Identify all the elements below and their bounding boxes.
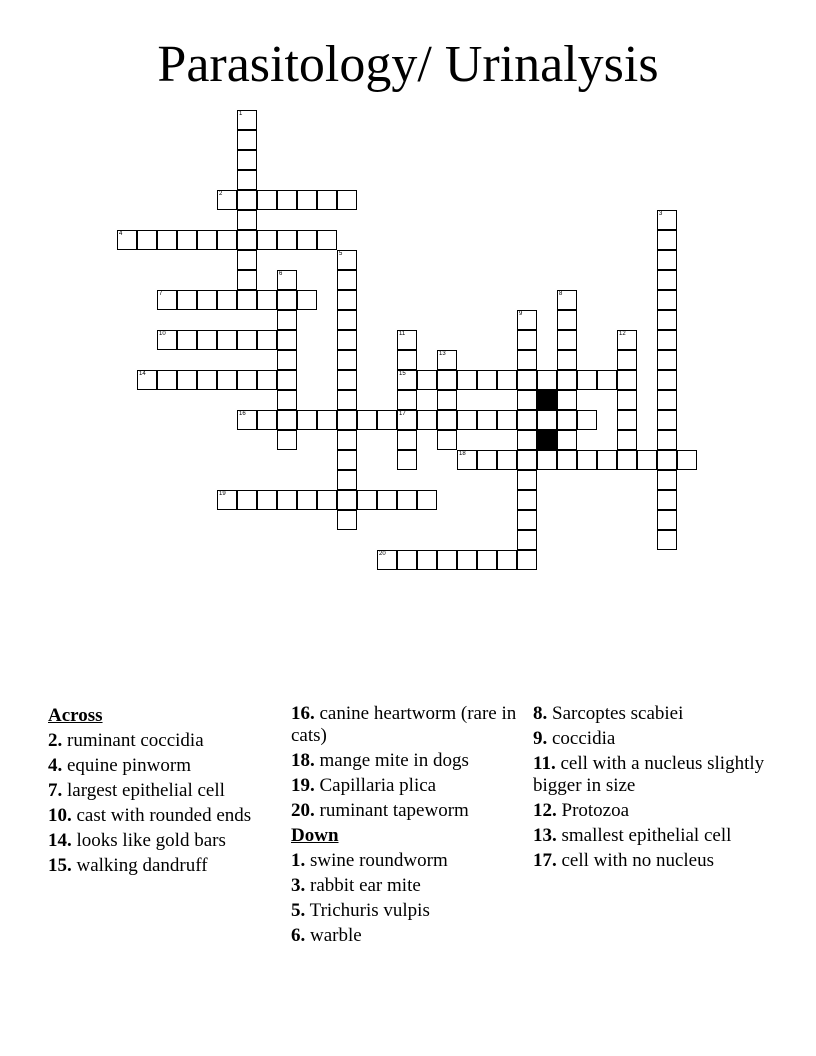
- clue-item: [291, 925, 523, 947]
- grid-cell[interactable]: [657, 490, 677, 510]
- grid-cell[interactable]: [317, 490, 337, 510]
- grid-cell[interactable]: [617, 350, 637, 370]
- grid-cell[interactable]: [557, 290, 577, 310]
- clue-number: 10.: [48, 805, 72, 826]
- grid-cell[interactable]: [657, 430, 677, 450]
- clue-number: 15.: [48, 855, 72, 876]
- grid-cell[interactable]: [237, 230, 257, 250]
- grid-cell[interactable]: [517, 530, 537, 550]
- grid-cell[interactable]: [277, 430, 297, 450]
- grid-cell[interactable]: [397, 450, 417, 470]
- clue-item: [48, 780, 280, 802]
- clues-column-1: [48, 703, 280, 880]
- grid-cell[interactable]: [337, 410, 357, 430]
- grid-cell[interactable]: [537, 450, 557, 470]
- grid-cell[interactable]: [277, 350, 297, 370]
- grid-cell[interactable]: [397, 410, 417, 430]
- grid-cell[interactable]: [517, 370, 537, 390]
- grid-cell[interactable]: [337, 450, 357, 470]
- grid-cell[interactable]: [217, 330, 237, 350]
- clue-text: Protozoa: [556, 800, 630, 821]
- grid-cell[interactable]: [177, 330, 197, 350]
- clue-number-label: 9: [519, 311, 523, 317]
- clue-number-label: 12: [619, 331, 626, 337]
- clue-item: [533, 800, 765, 822]
- grid-cell[interactable]: [297, 230, 317, 250]
- clue-item: [291, 750, 523, 772]
- grid-cell[interactable]: [657, 370, 677, 390]
- clue-item: [533, 703, 765, 725]
- clue-number-label: 17: [399, 411, 406, 417]
- grid-cell[interactable]: [397, 550, 417, 570]
- grid-cell[interactable]: [657, 250, 677, 270]
- grid-cell[interactable]: [497, 370, 517, 390]
- grid-cell[interactable]: [437, 550, 457, 570]
- grid-cell[interactable]: [517, 410, 537, 430]
- grid-cell[interactable]: [657, 510, 677, 530]
- clue-number-label: 8: [559, 291, 563, 297]
- grid-cell[interactable]: [657, 310, 677, 330]
- clue-text: cell with no nucleus: [556, 850, 714, 871]
- grid-cell[interactable]: [557, 450, 577, 470]
- clue-number-label: 11: [399, 331, 406, 337]
- grid-cell[interactable]: [657, 530, 677, 550]
- grid-cell[interactable]: [437, 430, 457, 450]
- grid-cell[interactable]: [497, 450, 517, 470]
- grid-cell[interactable]: [657, 450, 677, 470]
- clue-text: warble: [305, 925, 362, 946]
- grid-cell[interactable]: [557, 430, 577, 450]
- grid-cell[interactable]: [297, 290, 317, 310]
- grid-cell[interactable]: [457, 370, 477, 390]
- grid-cell[interactable]: [237, 330, 257, 350]
- across-header: Across: [48, 705, 103, 726]
- grid-cell[interactable]: [277, 310, 297, 330]
- clue-text: rabbit ear mite: [305, 875, 421, 896]
- clue-text: ruminant coccidia: [62, 730, 204, 751]
- grid-cell[interactable]: [597, 450, 617, 470]
- grid-cell[interactable]: [177, 370, 197, 390]
- grid-cell[interactable]: [177, 290, 197, 310]
- clues-column-3: [533, 703, 765, 875]
- clue-text: Sarcoptes scabiei: [547, 703, 684, 724]
- grid-cell[interactable]: [317, 410, 337, 430]
- grid-cell[interactable]: [277, 270, 297, 290]
- clue-number-label: 14: [139, 371, 146, 377]
- clue-text: mange mite in dogs: [314, 750, 469, 771]
- clue-number: 13.: [533, 825, 557, 846]
- grid-cell[interactable]: [197, 370, 217, 390]
- grid-cell[interactable]: [337, 190, 357, 210]
- grid-cell[interactable]: [197, 290, 217, 310]
- clue-item: [291, 800, 523, 822]
- grid-cell[interactable]: [277, 290, 297, 310]
- grid-cell[interactable]: [457, 450, 477, 470]
- grid-cell[interactable]: [517, 310, 537, 330]
- down-clue-list-continued: [533, 703, 765, 872]
- grid-cell[interactable]: [257, 290, 277, 310]
- grid-cell[interactable]: [617, 430, 637, 450]
- clue-item: [291, 703, 523, 747]
- grid-cell[interactable]: [557, 390, 577, 410]
- grid-cell[interactable]: [277, 490, 297, 510]
- clue-item: [291, 775, 523, 797]
- down-clue-list: [291, 850, 523, 947]
- grid-cell[interactable]: [417, 370, 437, 390]
- clues-column-2: [291, 703, 523, 950]
- grid-cell[interactable]: [217, 370, 237, 390]
- grid-cell[interactable]: [217, 490, 237, 510]
- clue-number: 18.: [291, 750, 315, 771]
- grid-cell[interactable]: [657, 410, 677, 430]
- grid-cell[interactable]: [617, 450, 637, 470]
- grid-cell[interactable]: [137, 370, 157, 390]
- grid-cell[interactable]: [657, 470, 677, 490]
- grid-cell[interactable]: [257, 190, 277, 210]
- clue-number-label: 1: [239, 111, 243, 117]
- grid-cell[interactable]: [557, 370, 577, 390]
- grid-cell[interactable]: [337, 250, 357, 270]
- clue-text: smallest epithelial cell: [556, 825, 732, 846]
- grid-cell[interactable]: [277, 230, 297, 250]
- grid-cell[interactable]: [397, 430, 417, 450]
- grid-cell[interactable]: [237, 250, 257, 270]
- clue-number: 19.: [291, 775, 315, 796]
- grid-cell[interactable]: [217, 230, 237, 250]
- clue-number: 3.: [291, 875, 306, 896]
- grid-cell[interactable]: [597, 370, 617, 390]
- grid-cell[interactable]: [517, 450, 537, 470]
- grid-cell[interactable]: [517, 490, 537, 510]
- grid-cell[interactable]: [357, 410, 377, 430]
- clue-number-label: 13: [439, 351, 446, 357]
- grid-cell[interactable]: [317, 190, 337, 210]
- clue-text: cast with rounded ends: [71, 805, 252, 826]
- grid-cell[interactable]: [277, 190, 297, 210]
- grid-cell[interactable]: [257, 490, 277, 510]
- grid-cell[interactable]: [217, 190, 237, 210]
- grid-cell[interactable]: [337, 390, 357, 410]
- grid-cell[interactable]: [477, 370, 497, 390]
- grid-cell[interactable]: [157, 330, 177, 350]
- clue-text: looks like gold bars: [71, 830, 226, 851]
- grid-cell[interactable]: [417, 490, 437, 510]
- clue-text: coccidia: [547, 728, 616, 749]
- clue-number: 11.: [533, 753, 556, 774]
- grid-cell[interactable]: [617, 390, 637, 410]
- clue-number: 2.: [48, 730, 63, 751]
- grid-cell[interactable]: [657, 210, 677, 230]
- grid-cell[interactable]: [337, 330, 357, 350]
- grid-cell[interactable]: [257, 370, 277, 390]
- grid-cell[interactable]: [377, 410, 397, 430]
- grid-cell[interactable]: [577, 410, 597, 430]
- clue-number-label: 20: [379, 551, 386, 557]
- grid-cell[interactable]: [557, 310, 577, 330]
- clue-item: [48, 855, 280, 877]
- across-clue-list: [48, 730, 280, 877]
- grid-block: [537, 390, 557, 410]
- grid-cell[interactable]: [457, 550, 477, 570]
- clue-item: [533, 850, 765, 872]
- grid-cell[interactable]: [657, 230, 677, 250]
- grid-cell[interactable]: [277, 390, 297, 410]
- grid-cell[interactable]: [517, 470, 537, 490]
- grid-cell[interactable]: [397, 490, 417, 510]
- clue-number: 4.: [48, 755, 63, 776]
- grid-cell[interactable]: [477, 410, 497, 430]
- grid-cell[interactable]: [337, 490, 357, 510]
- grid-cell[interactable]: [337, 470, 357, 490]
- clue-number-label: 16: [239, 411, 246, 417]
- grid-cell[interactable]: [277, 330, 297, 350]
- clue-text: cell with a nucleus slightly bigger in size: [533, 753, 765, 796]
- grid-cell[interactable]: [517, 510, 537, 530]
- grid-cell[interactable]: [657, 390, 677, 410]
- clue-text: canine heartworm (rare in cats): [291, 703, 517, 746]
- grid-cell[interactable]: [257, 330, 277, 350]
- clue-item: [48, 755, 280, 777]
- grid-cell[interactable]: [437, 370, 457, 390]
- grid-cell[interactable]: [337, 370, 357, 390]
- grid-cell[interactable]: [277, 410, 297, 430]
- clue-item: [48, 730, 280, 752]
- grid-cell[interactable]: [237, 270, 257, 290]
- clue-number: 5.: [291, 900, 306, 921]
- clue-number: 9.: [533, 728, 548, 749]
- grid-cell[interactable]: [237, 490, 257, 510]
- grid-cell[interactable]: [237, 410, 257, 430]
- grid-cell[interactable]: [397, 370, 417, 390]
- grid-cell[interactable]: [237, 130, 257, 150]
- grid-cell[interactable]: [497, 550, 517, 570]
- grid-cell[interactable]: [337, 290, 357, 310]
- clue-number: 17.: [533, 850, 557, 871]
- grid-cell[interactable]: [237, 370, 257, 390]
- clue-item: [48, 805, 280, 827]
- grid-cell[interactable]: [577, 370, 597, 390]
- down-header: Down: [291, 825, 339, 846]
- clue-number: 7.: [48, 780, 63, 801]
- clue-text: walking dandruff: [71, 855, 208, 876]
- grid-cell[interactable]: [157, 230, 177, 250]
- grid-cell[interactable]: [397, 350, 417, 370]
- grid-cell[interactable]: [617, 370, 637, 390]
- clue-item: [533, 825, 765, 847]
- clue-number: 8.: [533, 703, 548, 724]
- grid-cell[interactable]: [397, 390, 417, 410]
- clue-text: ruminant tapeworm: [314, 800, 469, 821]
- grid-cell[interactable]: [457, 410, 477, 430]
- grid-cell[interactable]: [557, 410, 577, 430]
- grid-cell[interactable]: [557, 350, 577, 370]
- grid-cell[interactable]: [497, 410, 517, 430]
- clue-item: [291, 850, 523, 872]
- grid-cell[interactable]: [417, 550, 437, 570]
- grid-cell[interactable]: [517, 350, 537, 370]
- clue-item: [291, 900, 523, 922]
- grid-cell[interactable]: [657, 270, 677, 290]
- clue-number: 16.: [291, 703, 315, 724]
- clue-number: 14.: [48, 830, 72, 851]
- grid-cell[interactable]: [297, 190, 317, 210]
- clue-text: largest epithelial cell: [62, 780, 225, 801]
- clue-item: [48, 830, 280, 852]
- grid-cell[interactable]: [397, 330, 417, 350]
- grid-cell[interactable]: [437, 350, 457, 370]
- grid-cell[interactable]: [617, 410, 637, 430]
- page-title: Parasitology/ Urinalysis: [157, 36, 659, 93]
- grid-cell[interactable]: [297, 490, 317, 510]
- grid-cell[interactable]: [277, 370, 297, 390]
- grid-cell[interactable]: [657, 290, 677, 310]
- clue-item: [533, 753, 765, 797]
- grid-cell[interactable]: [537, 370, 557, 390]
- grid-cell[interactable]: [177, 230, 197, 250]
- grid-cell[interactable]: [377, 550, 397, 570]
- grid-cell[interactable]: [477, 450, 497, 470]
- grid-cell[interactable]: [617, 330, 637, 350]
- grid-cell[interactable]: [477, 550, 497, 570]
- grid-cell[interactable]: [677, 450, 697, 470]
- grid-cell[interactable]: [337, 510, 357, 530]
- grid-block: [537, 430, 557, 450]
- grid-cell[interactable]: [237, 170, 257, 190]
- grid-cell[interactable]: [417, 410, 437, 430]
- grid-cell[interactable]: [237, 290, 257, 310]
- grid-cell[interactable]: [237, 110, 257, 130]
- clue-text: Trichuris vulpis: [305, 900, 430, 921]
- clue-number-label: 7: [159, 291, 163, 297]
- grid-cell[interactable]: [197, 230, 217, 250]
- clue-number-label: 15: [399, 371, 406, 377]
- grid-cell[interactable]: [237, 210, 257, 230]
- grid-cell[interactable]: [197, 330, 217, 350]
- grid-cell[interactable]: [577, 450, 597, 470]
- clue-number-label: 6: [279, 271, 283, 277]
- clue-number-label: 3: [659, 211, 663, 217]
- grid-cell[interactable]: [337, 270, 357, 290]
- grid-cell[interactable]: [297, 410, 317, 430]
- grid-cell[interactable]: [257, 410, 277, 430]
- grid-cell[interactable]: [257, 230, 277, 250]
- clue-number-label: 10: [159, 331, 166, 337]
- grid-cell[interactable]: [377, 490, 397, 510]
- grid-cell[interactable]: [117, 230, 137, 250]
- clue-number: 6.: [291, 925, 306, 946]
- grid-cell[interactable]: [237, 190, 257, 210]
- grid-cell[interactable]: [437, 390, 457, 410]
- grid-cell[interactable]: [337, 350, 357, 370]
- grid-cell[interactable]: [517, 430, 537, 450]
- grid-cell[interactable]: [217, 290, 237, 310]
- clue-number: 1.: [291, 850, 306, 871]
- grid-cell[interactable]: [657, 350, 677, 370]
- grid-cell[interactable]: [517, 550, 537, 570]
- clue-text: Capillaria plica: [314, 775, 437, 796]
- grid-cell[interactable]: [337, 310, 357, 330]
- clue-number-label: 5: [339, 251, 343, 257]
- clue-item: [533, 728, 765, 750]
- grid-cell[interactable]: [637, 450, 657, 470]
- grid-cell[interactable]: [517, 390, 537, 410]
- grid-cell[interactable]: [557, 330, 577, 350]
- grid-cell[interactable]: [657, 330, 677, 350]
- grid-cell[interactable]: [437, 410, 457, 430]
- grid-cell[interactable]: [317, 230, 337, 250]
- clue-number-label: 18: [459, 451, 466, 457]
- grid-cell[interactable]: [157, 370, 177, 390]
- clue-number-label: 2: [219, 191, 223, 197]
- clue-number: 12.: [533, 800, 557, 821]
- across-clue-list-continued: [291, 703, 523, 822]
- grid-cell[interactable]: [357, 490, 377, 510]
- grid-cell[interactable]: [137, 230, 157, 250]
- clue-text: equine pinworm: [62, 755, 192, 776]
- clue-number: 20.: [291, 800, 315, 821]
- clue-text: swine roundworm: [305, 850, 448, 871]
- grid-cell[interactable]: [237, 150, 257, 170]
- grid-cell[interactable]: [157, 290, 177, 310]
- grid-cell[interactable]: [537, 410, 557, 430]
- grid-cell[interactable]: [337, 430, 357, 450]
- grid-cell[interactable]: [517, 330, 537, 350]
- clue-item: [291, 875, 523, 897]
- clue-number-label: 4: [119, 231, 123, 237]
- clue-number-label: 19: [219, 491, 226, 497]
